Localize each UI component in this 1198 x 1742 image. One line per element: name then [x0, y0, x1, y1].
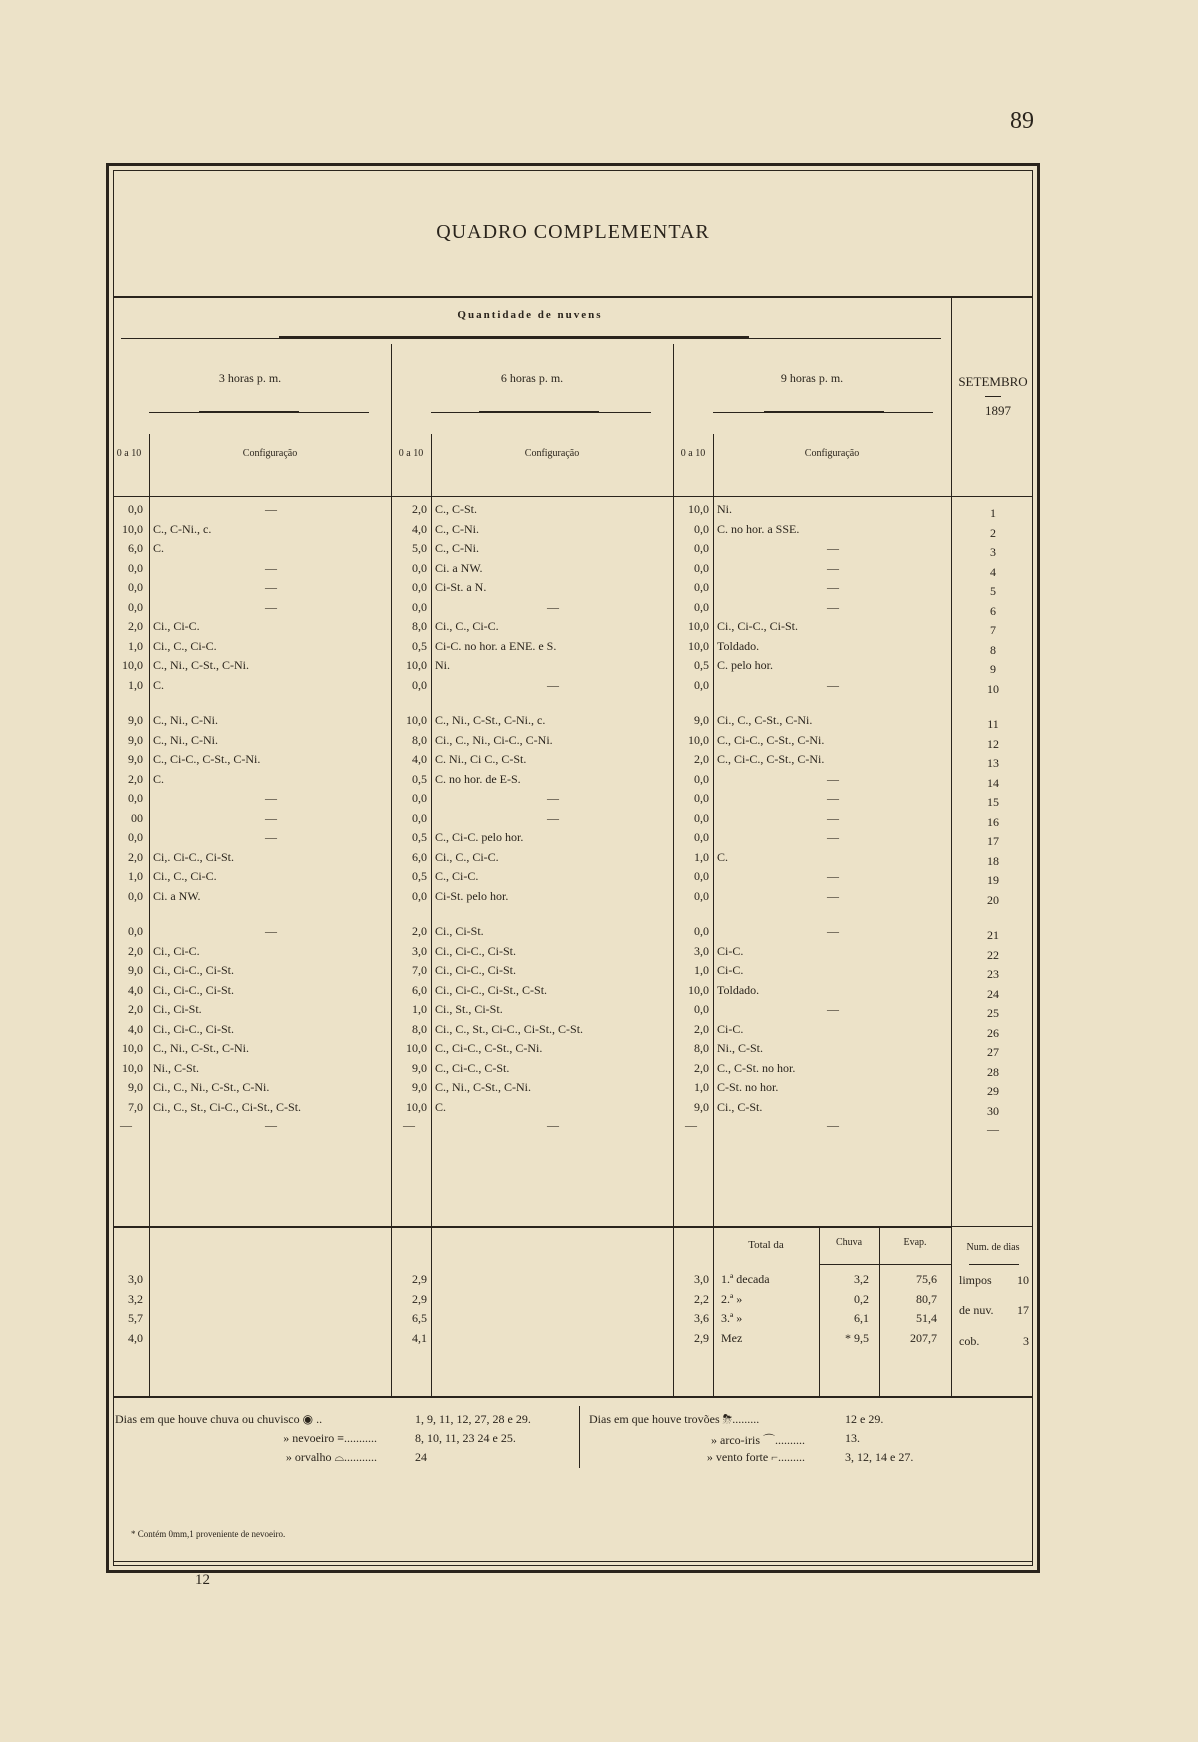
config-6pm-26: Ci., C., St., Ci-C., Ci-St., C-St. [435, 1021, 584, 1036]
config-9pm-19: — [827, 869, 839, 883]
config-3pm-10: C. [153, 677, 165, 692]
cloud-9pm-31: — [685, 1117, 697, 1132]
cloud-3pm-6: 0,0 [128, 599, 143, 614]
group-9pm: 9 horas p. m. [780, 371, 844, 385]
legend-left-days: 8, 10, 11, 23 24 e 25. [415, 1431, 516, 1445]
days-summary-value: 3 [1023, 1334, 1029, 1348]
day-17: 17 [987, 834, 999, 848]
cloud-3pm-16: 00 [131, 810, 143, 825]
table-frame [106, 163, 1040, 1573]
days-summary-value: 10 [1017, 1273, 1029, 1287]
cloud-3pm-9: 10,0 [122, 658, 143, 672]
cloud-6pm-9: 10,0 [406, 658, 427, 672]
cloud-6pm-11: 10,0 [406, 713, 427, 727]
footnote: * Contém 0mm,1 proveniente de nevoeiro. [131, 1529, 286, 1539]
config-9pm-9: C. pelo hor. [717, 658, 773, 672]
cloud-3pm-7: 2,0 [128, 619, 143, 633]
day-8: 8 [990, 642, 996, 657]
cloud-9pm-14: 0,0 [694, 771, 709, 786]
col-head-scale-6pm: 0 a 10 [398, 448, 424, 459]
footer-mark: 12 [195, 1572, 210, 1588]
config-3pm-24: Ci., Ci-C., Ci-St. [153, 982, 235, 997]
config-9pm-18: C. [717, 849, 729, 864]
legend-right-days: 3, 12, 14 e 27. [845, 1450, 914, 1464]
config-9pm-4: — [827, 560, 839, 575]
config-9pm-7: Ci., Ci-C., Ci-St. [717, 619, 799, 633]
legend-right-days: 12 e 29. [845, 1412, 884, 1426]
summary-days-header: Num. de dias [966, 1242, 1020, 1253]
cloud-6pm-6: 0,0 [412, 599, 427, 614]
cloud-6pm-13: 4,0 [412, 752, 427, 766]
config-6pm-1: C., C-St. [435, 502, 478, 516]
cloud-3pm-12: 9,0 [128, 732, 143, 747]
summary-evap: 51,4 [916, 1311, 937, 1325]
cloud-6pm-26: 8,0 [412, 1021, 427, 1036]
cloud-6pm-20: 0,0 [412, 888, 427, 903]
day-27: 27 [987, 1045, 999, 1059]
config-3pm-18: Ci,. Ci-C., Ci-St. [153, 849, 235, 864]
config-3pm-28: Ni., C-St. [153, 1060, 200, 1075]
day-15: 15 [987, 795, 999, 809]
config-9pm-10: — [827, 677, 839, 692]
config-3pm-22: Ci., Ci-C. [153, 943, 200, 958]
config-3pm-4: — [265, 560, 277, 575]
day-6: 6 [990, 603, 996, 618]
cloud-9pm-20: 0,0 [694, 888, 709, 903]
cloud-6pm-18: 6,0 [412, 849, 427, 864]
col-head-config-9pm: Configuração [804, 448, 860, 459]
day-10: 10 [987, 681, 999, 696]
cloud-6pm-4: 0,0 [412, 560, 427, 575]
summary-period-label: 2.ª » [721, 1291, 743, 1306]
config-3pm-29: Ci., C., Ni., C-St., C-Ni. [153, 1080, 270, 1094]
cloud-9pm-15: 0,0 [694, 791, 709, 805]
config-9pm-28: C., C-St. no hor. [717, 1060, 796, 1075]
config-6pm-11: C., Ni., C-St., C-Ni., c. [435, 713, 546, 727]
summary-avg-3pm: 3,0 [128, 1272, 143, 1286]
config-9pm-13: C., Ci-C., C-St., C-Ni. [717, 752, 825, 766]
cloud-3pm-4: 0,0 [128, 560, 143, 575]
config-3pm-27: C., Ni., C-St., C-Ni. [153, 1041, 250, 1055]
cloud-3pm-26: 4,0 [128, 1021, 143, 1036]
config-3pm-16: — [265, 810, 277, 825]
summary-avg-6pm: 2,9 [412, 1272, 427, 1286]
cloud-6pm-23: 7,0 [412, 963, 427, 977]
config-9pm-3: — [827, 541, 839, 555]
cloud-6pm-29: 9,0 [412, 1080, 427, 1094]
cloud-3pm-2: 10,0 [122, 521, 143, 536]
day-4: 4 [990, 564, 996, 579]
summary-rain: 3,2 [854, 1272, 869, 1286]
config-9pm-27: Ni., C-St. [717, 1041, 764, 1055]
cloud-3pm-17: 0,0 [128, 830, 143, 844]
config-3pm-26: Ci., Ci-C., Ci-St. [153, 1021, 235, 1036]
summary-evap: 80,7 [916, 1291, 937, 1306]
summary-rain: * 9,5 [845, 1330, 869, 1345]
config-3pm-15: — [265, 791, 277, 805]
summary-rain: 0,2 [854, 1291, 869, 1306]
cloud-6pm-12: 8,0 [412, 732, 427, 747]
config-9pm-26: Ci-C. [717, 1021, 744, 1036]
cloud-3pm-25: 2,0 [128, 1002, 143, 1016]
config-3pm-3: C. [153, 541, 165, 555]
cloud-6pm-22: 3,0 [412, 943, 427, 958]
cloud-6pm-14: 0,5 [412, 771, 427, 786]
summary-period-label: 1.ª decada [721, 1272, 770, 1286]
cloud-3pm-11: 9,0 [128, 713, 143, 727]
summary-avg-9pm: 2,2 [694, 1291, 709, 1306]
col-head-scale-9pm: 0 a 10 [680, 448, 706, 459]
legend-left-days: 1, 9, 11, 12, 27, 28 e 29. [415, 1412, 531, 1426]
config-6pm-12: Ci., C., Ni., Ci-C., C-Ni. [435, 732, 553, 747]
cloud-6pm-3: 5,0 [412, 541, 427, 555]
cloud-9pm-28: 2,0 [694, 1060, 709, 1075]
config-6pm-30: C. [435, 1099, 447, 1114]
config-9pm-21: — [827, 924, 839, 938]
cloud-6pm-31: — [403, 1117, 415, 1132]
cloud-3pm-15: 0,0 [128, 791, 143, 805]
summary-evap-header: Evap. [903, 1237, 927, 1248]
config-6pm-2: C., C-Ni. [435, 521, 480, 536]
summary-avg-9pm: 2,9 [694, 1330, 709, 1345]
cloud-9pm-25: 0,0 [694, 1002, 709, 1016]
config-6pm-14: C. no hor. de E-S. [435, 771, 521, 786]
config-3pm-1: — [265, 502, 277, 516]
cloud-3pm-19: 1,0 [128, 869, 143, 883]
config-9pm-12: C., Ci-C., C-St., C-Ni. [717, 732, 825, 747]
config-6pm-24: Ci., Ci-C., Ci-St., C-St. [435, 982, 548, 997]
cloud-6pm-24: 6,0 [412, 982, 427, 997]
config-9pm-30: Ci., C-St. [717, 1099, 763, 1114]
summary-rain: 6,1 [854, 1311, 869, 1325]
cloud-3pm-10: 1,0 [128, 677, 143, 692]
cloud-6pm-7: 8,0 [412, 619, 427, 633]
cloud-9pm-8: 10,0 [688, 638, 709, 653]
day-25: 25 [987, 1006, 999, 1020]
day-5: 5 [990, 584, 996, 598]
cloud-6pm-27: 10,0 [406, 1041, 427, 1055]
day-3: 3 [990, 545, 996, 559]
cloud-3pm-22: 2,0 [128, 943, 143, 958]
cloud-9pm-16: 0,0 [694, 810, 709, 825]
config-6pm-6: — [547, 599, 559, 614]
cloud-3pm-1: 0,0 [128, 502, 143, 516]
cloud-3pm-8: 1,0 [128, 638, 143, 653]
config-6pm-5: Ci-St. a N. [435, 580, 487, 594]
day-14: 14 [987, 775, 999, 790]
day-16: 16 [987, 814, 999, 829]
cloud-9pm-2: 0,0 [694, 521, 709, 536]
cloud-6pm-21: 2,0 [412, 924, 427, 938]
legend-right-days: 13. [845, 1431, 860, 1445]
cloud-6pm-19: 0,5 [412, 869, 427, 883]
config-3pm-2: C., C-Ni., c. [153, 521, 212, 536]
cloud-6pm-15: 0,0 [412, 791, 427, 805]
cloud-6pm-8: 0,5 [412, 638, 427, 653]
summary-avg-6pm: 2,9 [412, 1291, 427, 1306]
config-9pm-14: — [827, 771, 839, 786]
cloud-9pm-5: 0,0 [694, 580, 709, 594]
day-1: 1 [990, 506, 996, 520]
cloud-9pm-7: 10,0 [688, 619, 709, 633]
col-head-config-6pm: Configuração [524, 448, 580, 459]
day-2: 2 [990, 525, 996, 540]
cloud-3pm-23: 9,0 [128, 963, 143, 977]
cloud-3pm-21: 0,0 [128, 924, 143, 938]
cloud-9pm-27: 8,0 [694, 1041, 709, 1055]
day-28: 28 [987, 1064, 999, 1079]
config-3pm-31: — [265, 1117, 277, 1132]
summary-avg-3pm: 4,0 [128, 1330, 143, 1345]
config-9pm-2: C. no hor. a SSE. [717, 521, 800, 536]
config-6pm-13: C. Ni., Ci C., C-St. [435, 752, 527, 766]
days-summary-label: limpos [959, 1273, 992, 1287]
day-13: 13 [987, 756, 999, 770]
summary-avg-6pm: 6,5 [412, 1311, 427, 1325]
config-6pm-27: C., Ci-C., C-St., C-Ni. [435, 1041, 543, 1055]
cloud-6pm-2: 4,0 [412, 521, 427, 536]
cloud-9pm-26: 2,0 [694, 1021, 709, 1036]
config-6pm-21: Ci., Ci-St. [435, 924, 484, 938]
day-29: 29 [987, 1084, 999, 1098]
cloud-9pm-3: 0,0 [694, 541, 709, 555]
cloud-3pm-30: 7,0 [128, 1099, 143, 1114]
cloud-9pm-9: 0,5 [694, 658, 709, 672]
config-6pm-7: Ci., C., Ci-C. [435, 619, 499, 633]
day-7: 7 [990, 623, 996, 637]
config-9pm-1: Ni. [717, 502, 732, 516]
cloud-3pm-29: 9,0 [128, 1080, 143, 1094]
legend-left-label: Dias em que houve chuva ou chuvisco ◉ .. [115, 1412, 323, 1426]
cloud-9pm-4: 0,0 [694, 560, 709, 575]
config-6pm-17: C., Ci-C. pelo hor. [435, 830, 524, 844]
config-3pm-20: Ci. a NW. [153, 888, 201, 903]
cloud-9pm-23: 1,0 [694, 963, 709, 977]
col-head-scale-3pm: 0 a 10 [116, 448, 142, 459]
config-6pm-16: — [547, 810, 559, 825]
config-3pm-17: — [265, 830, 277, 844]
day-31: — [987, 1121, 999, 1136]
year-label: 1897 [985, 396, 1001, 419]
config-3pm-25: Ci., Ci-St. [153, 1002, 202, 1016]
days-summary-label: cob. [959, 1334, 980, 1348]
cloud-3pm-14: 2,0 [128, 771, 143, 786]
cloud-6pm-16: 0,0 [412, 810, 427, 825]
legend-right-label: » arco-iris ⌒.......... [711, 1433, 805, 1447]
config-6pm-15: — [547, 791, 559, 805]
config-6pm-25: Ci., St., Ci-St. [435, 1002, 503, 1016]
cloud-3pm-3: 6,0 [128, 541, 143, 555]
day-21: 21 [987, 928, 999, 942]
day-18: 18 [987, 853, 999, 868]
config-6pm-18: Ci., C., Ci-C. [435, 849, 499, 864]
config-9pm-11: Ci., C., C-St., C-Ni. [717, 713, 813, 727]
config-3pm-13: C., Ci-C., C-St., C-Ni. [153, 752, 261, 766]
config-9pm-20: — [827, 888, 839, 903]
cloud-9pm-13: 2,0 [694, 752, 709, 766]
config-6pm-31: — [547, 1117, 559, 1132]
cloud-6pm-1: 2,0 [412, 502, 427, 516]
config-9pm-17: — [827, 830, 839, 844]
config-3pm-23: Ci., Ci-C., Ci-St. [153, 963, 235, 977]
config-9pm-5: — [827, 580, 839, 594]
month-label: SETEMBRO [958, 374, 1028, 389]
day-23: 23 [987, 967, 999, 981]
legend-right-label: » vento forte ⌐......... [706, 1450, 805, 1464]
cloud-3pm-18: 2,0 [128, 849, 143, 864]
day-24: 24 [987, 986, 999, 1001]
page-number: 89 [1010, 108, 1034, 134]
cloud-9pm-12: 10,0 [688, 732, 709, 747]
summary-evap: 207,7 [910, 1330, 937, 1345]
summary-period-label: Mez [721, 1330, 743, 1345]
config-6pm-20: Ci-St. pelo hor. [435, 888, 509, 903]
config-3pm-30: Ci., C., St., Ci-C., Ci-St., C-St. [153, 1099, 302, 1114]
config-9pm-16: — [827, 810, 839, 825]
month-header [951, 374, 1035, 419]
cloud-9pm-18: 1,0 [694, 849, 709, 864]
config-6pm-8: Ci-C. no hor. a ENE. e S. [435, 638, 557, 653]
cloud-3pm-27: 10,0 [122, 1041, 143, 1055]
summary-avg-9pm: 3,0 [694, 1272, 709, 1286]
config-3pm-6: — [265, 599, 277, 614]
config-6pm-29: C., Ni., C-St., C-Ni. [435, 1080, 532, 1094]
config-3pm-9: C., Ni., C-St., C-Ni. [153, 658, 250, 672]
cloud-6pm-10: 0,0 [412, 677, 427, 692]
col-head-config-3pm: Configuração [242, 448, 298, 459]
config-3pm-21: — [265, 924, 277, 938]
config-3pm-12: C., Ni., C-Ni. [153, 732, 219, 747]
cloud-9pm-22: 3,0 [694, 943, 709, 958]
cloud-3pm-20: 0,0 [128, 888, 143, 903]
cloud-6pm-25: 1,0 [412, 1002, 427, 1016]
day-12: 12 [987, 736, 999, 751]
day-30: 30 [987, 1103, 999, 1118]
clouds-supertitle: Quantidade de nuvens [457, 309, 603, 321]
config-9pm-23: Ci-C. [717, 963, 744, 977]
summary-avg-3pm: 3,2 [128, 1291, 143, 1306]
config-9pm-25: — [827, 1002, 839, 1016]
config-3pm-8: Ci., C., Ci-C. [153, 638, 217, 653]
day-9: 9 [990, 662, 996, 676]
page-title: QUADRO COMPLEMENTAR [436, 221, 710, 243]
cloud-3pm-5: 0,0 [128, 580, 143, 594]
summary-evap: 75,6 [916, 1272, 937, 1286]
days-summary-label: de nuv. [959, 1303, 994, 1317]
cloud-9pm-19: 0,0 [694, 869, 709, 883]
config-6pm-4: Ci. a NW. [435, 560, 483, 575]
config-9pm-8: Toldado. [717, 638, 760, 653]
days-summary-value: 17 [1017, 1303, 1029, 1317]
cloud-9pm-24: 10,0 [688, 982, 709, 997]
cloud-6pm-30: 10,0 [406, 1099, 427, 1114]
config-9pm-22: Ci-C. [717, 943, 744, 958]
config-6pm-19: C., Ci-C. [435, 869, 479, 883]
config-9pm-15: — [827, 791, 839, 805]
cloud-9pm-29: 1,0 [694, 1080, 709, 1094]
cloud-9pm-1: 10,0 [688, 502, 709, 516]
cloud-9pm-17: 0,0 [694, 830, 709, 844]
cloud-6pm-17: 0,5 [412, 830, 427, 844]
config-3pm-7: Ci., Ci-C. [153, 619, 200, 633]
config-9pm-29: C-St. no hor. [717, 1080, 779, 1094]
cloud-3pm-13: 9,0 [128, 752, 143, 766]
group-6pm: 6 horas p. m. [500, 371, 564, 385]
day-22: 22 [987, 947, 999, 962]
cloud-9pm-21: 0,0 [694, 924, 709, 938]
config-9pm-6: — [827, 599, 839, 614]
config-6pm-3: C., C-Ni. [435, 541, 480, 555]
summary-avg-3pm: 5,7 [128, 1311, 143, 1325]
config-3pm-11: C., Ni., C-Ni. [153, 713, 219, 727]
legend-right-label: Dias em que houve trovões ⛈......... [589, 1412, 760, 1426]
day-20: 20 [987, 892, 999, 907]
cloud-9pm-30: 9,0 [694, 1099, 709, 1114]
legend-left-label: » orvalho ⌓........... [285, 1450, 377, 1464]
config-6pm-23: Ci., Ci-C., Ci-St. [435, 963, 517, 977]
summary-total-header: Total da [748, 1239, 784, 1251]
legend-left-label: » nevoeiro ≡........... [283, 1431, 377, 1445]
day-26: 26 [987, 1025, 999, 1040]
cloud-9pm-11: 9,0 [694, 713, 709, 727]
summary-avg-9pm: 3,6 [694, 1311, 709, 1325]
summary-period-label: 3.ª » [721, 1311, 743, 1325]
config-6pm-22: Ci., Ci-C., Ci-St. [435, 943, 517, 958]
day-19: 19 [987, 873, 999, 887]
config-3pm-5: — [265, 580, 277, 594]
cloud-3pm-28: 10,0 [122, 1060, 143, 1075]
cloud-9pm-10: 0,0 [694, 677, 709, 692]
cloud-6pm-5: 0,0 [412, 580, 427, 594]
day-11: 11 [987, 717, 999, 731]
config-9pm-24: Toldado. [717, 982, 760, 997]
cloud-3pm-24: 4,0 [128, 982, 143, 997]
summary-rain-header: Chuva [835, 1237, 863, 1248]
cloud-6pm-28: 9,0 [412, 1060, 427, 1075]
summary-avg-6pm: 4,1 [412, 1330, 427, 1345]
config-6pm-9: Ni. [435, 658, 450, 672]
legend-left-days: 24 [415, 1450, 427, 1464]
cloud-9pm-6: 0,0 [694, 599, 709, 614]
config-9pm-31: — [827, 1117, 839, 1132]
config-3pm-19: Ci., C., Ci-C. [153, 869, 217, 883]
cloud-3pm-31: — [120, 1117, 132, 1132]
config-3pm-14: C. [153, 771, 165, 786]
config-6pm-28: C., Ci-C., C-St. [435, 1060, 510, 1075]
config-6pm-10: — [547, 677, 559, 692]
group-3pm: 3 horas p. m. [218, 371, 282, 385]
